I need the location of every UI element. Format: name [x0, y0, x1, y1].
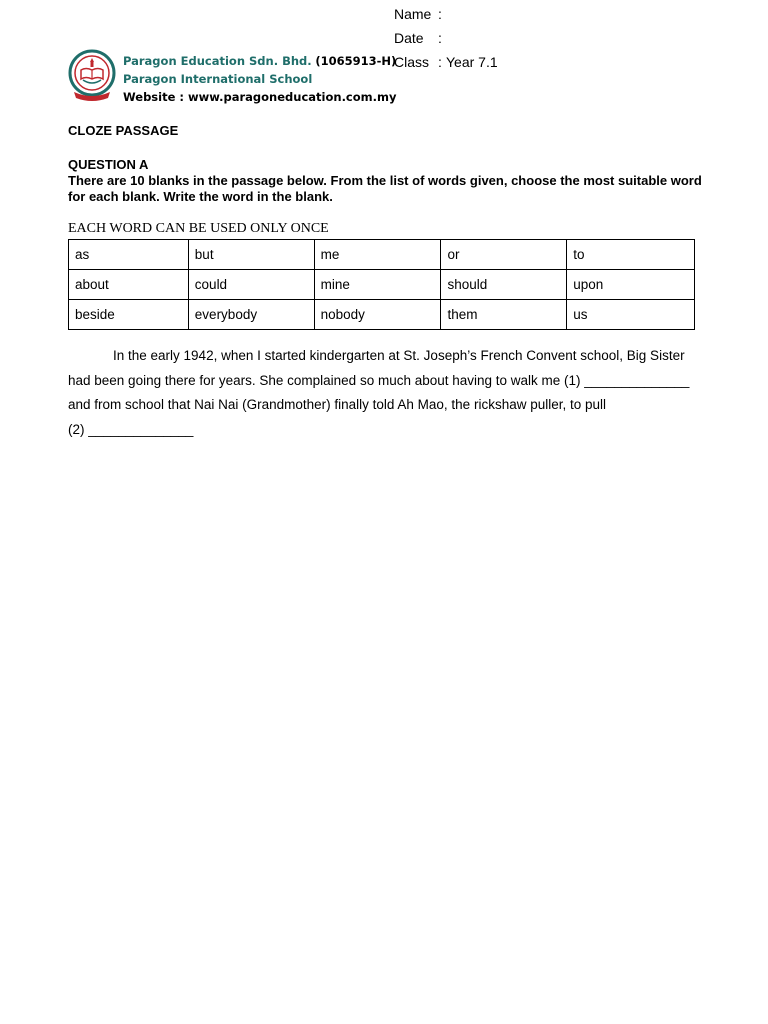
school-crest-icon — [68, 46, 116, 106]
registration-number: (1065913-H) — [315, 54, 397, 68]
word-cell: but — [188, 240, 314, 270]
word-cell: us — [567, 300, 695, 330]
name-row — [394, 5, 498, 29]
class-separator: : — [438, 54, 442, 70]
word-cell: mine — [314, 270, 441, 300]
word-cell: about — [69, 270, 189, 300]
word-cell: to — [567, 240, 695, 270]
name-label: Name — [394, 6, 432, 22]
word-cell: nobody — [314, 300, 441, 330]
word-cell: me — [314, 240, 441, 270]
word-cell: upon — [567, 270, 695, 300]
word-bank-table — [68, 239, 695, 330]
word-cell: beside — [69, 300, 189, 330]
date-row — [394, 29, 498, 53]
word-cell: as — [69, 240, 189, 270]
website: Website : www.paragoneducation.com.my — [123, 90, 397, 104]
question-instructions: There are 10 blanks in the passage below. From the list of words given, choose the most suitable word for each blank. Write the word in the blank. — [68, 173, 702, 204]
section-title: CLOZE PASSAGE — [68, 123, 179, 138]
class-label: Class — [394, 54, 430, 70]
date-separator: : — [438, 30, 442, 46]
company-name: Paragon Education Sdn. Bhd. — [123, 54, 312, 68]
word-cell: could — [188, 270, 314, 300]
passage-line: and from school that Nai Nai (Grandmother) finally told Ah Mao, the rickshaw puller, to pull — [68, 397, 607, 412]
word-bank-row — [69, 270, 695, 300]
student-info — [394, 5, 498, 77]
date-label: Date — [394, 30, 424, 46]
school-info — [123, 52, 396, 106]
word-cell: them — [441, 300, 567, 330]
passage-line: (2) ______________ — [68, 421, 194, 437]
passage-line — [68, 344, 708, 369]
word-cell: should — [441, 270, 567, 300]
class-row — [394, 53, 498, 77]
passage-line-text: In the early 1942, when I started kindergarten at St. Joseph’s French Convent school, Big Sister — [113, 348, 685, 363]
cloze-passage — [68, 344, 708, 442]
class-value: Year 7.1 — [446, 54, 498, 70]
school-name: Paragon International School — [123, 72, 313, 86]
question-title: QUESTION A — [68, 157, 149, 172]
name-separator: : — [438, 6, 442, 22]
word-cell: everybody — [188, 300, 314, 330]
word-bank-row — [69, 240, 695, 270]
passage-line: had been going there for years. She complained so much about having to walk me (1) ______________ — [68, 372, 690, 388]
word-cell: or — [441, 240, 567, 270]
word-bank-row — [69, 300, 695, 330]
word-bank-note: EACH WORD CAN BE USED ONLY ONCE — [68, 221, 329, 236]
